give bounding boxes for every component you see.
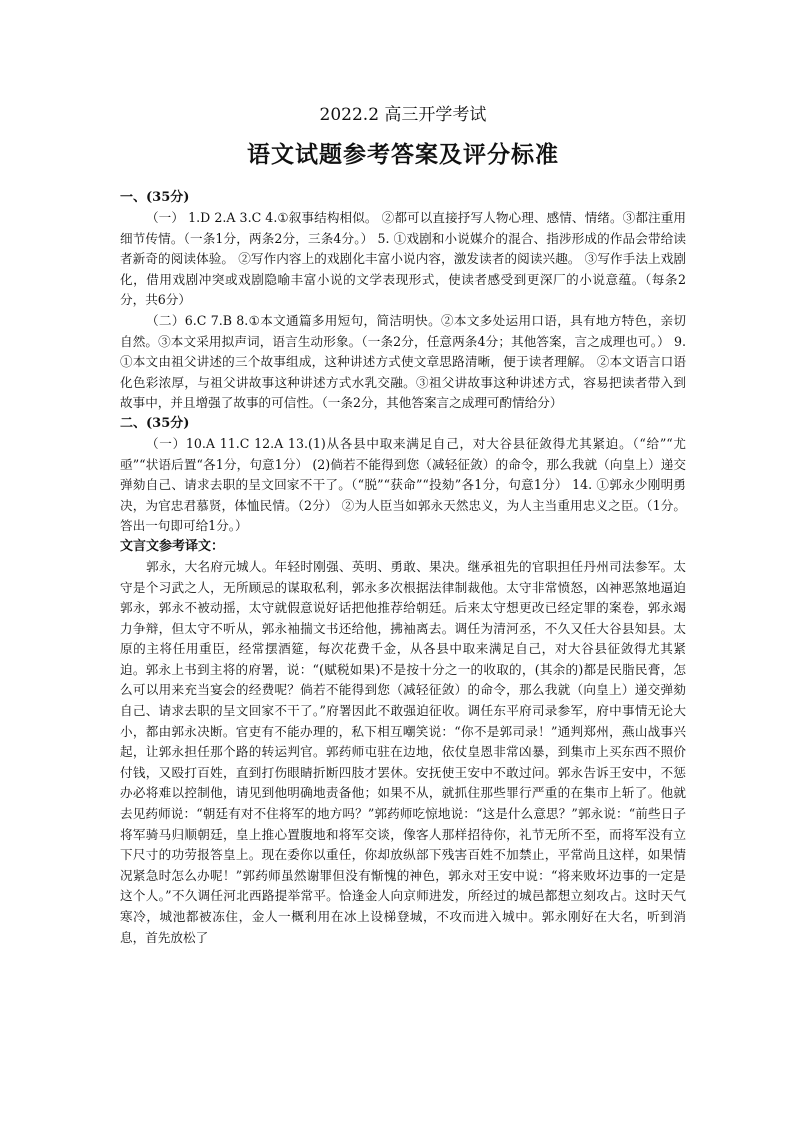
page-title: 语文试题参考答案及评分标准	[247, 141, 559, 168]
section1-heading: 一、(35分)	[120, 190, 190, 205]
translation-text: 郭永，大名府元城人。年轻时刚强、英明、勇敢、果决。继承祖先的官职担任丹州司法参军。太守是个习武之人，无所顾忌的谋取私利，郭永多次根据法律制裁他。太守非常愤怒，凶神恶煞地逼迫郭永，郭永不被动摇，太守就假意说好话把他推荐给朝廷。后来太守想更改已经定罪的案卷，郭永竭力争辩，但太守不听从，郭永袖揣文书还给他，拂袖离去。调任为清河丞，不久又任大谷县知县。太原的主将任用重臣，经常摆酒筵，每次花费千金，从各县中取来满足自己，对大谷县征敛得尤其紧迫。郭永上书到主将的府署，说：“(赋税如果)不是按十分之一的收取的，(其余的)都是民脂民膏，怎么可以用来充当宴会的经费呢？倘若不能得到您（减轻征敛）的命令，那么我就（向皇上）递交弹劾自己、请求去职的呈文回家不干了。”府署因此不敢强迫征收。调任东平府司录参军，府中事情无论大小，都由郭永决断。官吏有不能办理的，私下相互嘲笑说：“你不是郭司录！”通判郑州，燕山战事兴起，让郭永担任那个路的转运判官。郭药师屯驻在边地，依仗皇恩非常凶暴，到集市上买东西不照价付钱，又殴打百姓，直到打伤眼睛折断四肢才罢休。安抚使王安中不敢过问。郭永告诉王安中，不惩办必将难以控制他，请见到他明确地责备他；如果不从，就抓住那些罪行严重的在集市上斩了。他就去见药师说：“朝廷有对不住将军的地方吗？”郭药师吃惊地说：“这是什么意思？”郭永说：“前些日子将军骑马归顺朝廷，皇上推心置腹地和将军交谈，像客人那样招待你，礼节无所不至，而将军没有立下尺寸的功劳报答皇上。现在委你以重任，你却放纵部下残害百姓不加禁止，平常尚且这样，如果情况紧急时怎么办呢！”郭药师虽然谢罪但没有惭愧的神色，郭永对王安中说：“将来败坏边事的一定是这个人。”不久调任河北西路提举常平。恰逢金人向京师进发，所经过的城邑都想立刻攻占。这时天气寒冷，城池都被冻住，金人一概利用在冰上设梯登城，不攻而进入城中。郭永刚好在大名，听到消息，首先放松了	[120, 558, 686, 945]
section2-heading: 二、(35分)	[120, 415, 190, 431]
section1-part2: （二）6.C 7.B 8.①本文通篇多用短句，简洁明快。②本文多处运用口语，具有地方特色，亲切自然。③本文采用拟声词，语言生动形象。（一条2分，任意两条4分；其他答案，言之成理也可。） 9.①本文由祖父讲述的三个故事组成，这种讲述方式使文章思路清晰，便于读者理解。 ②本文语言口语化色彩浓厚，与祖父讲故事这种讲述方式水乳交融。③祖父讲故事这种讲述方式，容易把读者带入到故事中，并且增强了故事的可信性。（一条2分，其他答案言之成理可酌情给分）	[120, 312, 686, 411]
answer-document	[120, 104, 686, 948]
translation-heading: 文言文参考译文：	[120, 538, 225, 554]
section2-part1: （一）10.A 11.C 12.A 13.(1)从各县中取来满足自己，对大谷县征敛得尤其紧迫。（“给”“尤亟”“状语后置“各1分，句意1分） (2)倘若不能得到您（减轻征敛）的命令，那么我就（向皇上）递交弹劾自己、请求去职的呈文回家不干了。（“脱”“获命”“投劾”各1分，句意1分） 14. ①郭永少刚明勇决，为官忠君慕贤，体恤民情。（2分） ②为人臣当如郭永天然忠义，为人主当重用忠义之臣。（1分。答出一句即可给1分。）	[120, 435, 686, 534]
section1-part1: （一） 1.D 2.A 3.C 4.①叙事结构相似。 ②都可以直接抒写人物心理、感情、情绪。③都注重用细节传情。（一条1分，两条2分，三条4分。） 5. ①戏剧和小说媒介的混合、指涉形成的作品会带给读者新奇的阅读体验。 ②写作内容上的戏剧化丰富小说内容，激发读者的阅读兴趣。 ③写作手法上戏剧化，借用戏剧冲突或戏剧隐喻丰富小说的文学表现形式，使读者感受到更深厂的小说意蕴。（每条2分，共6分）	[120, 210, 686, 308]
exam-header: 2022.2 高三开学考试	[319, 105, 487, 125]
